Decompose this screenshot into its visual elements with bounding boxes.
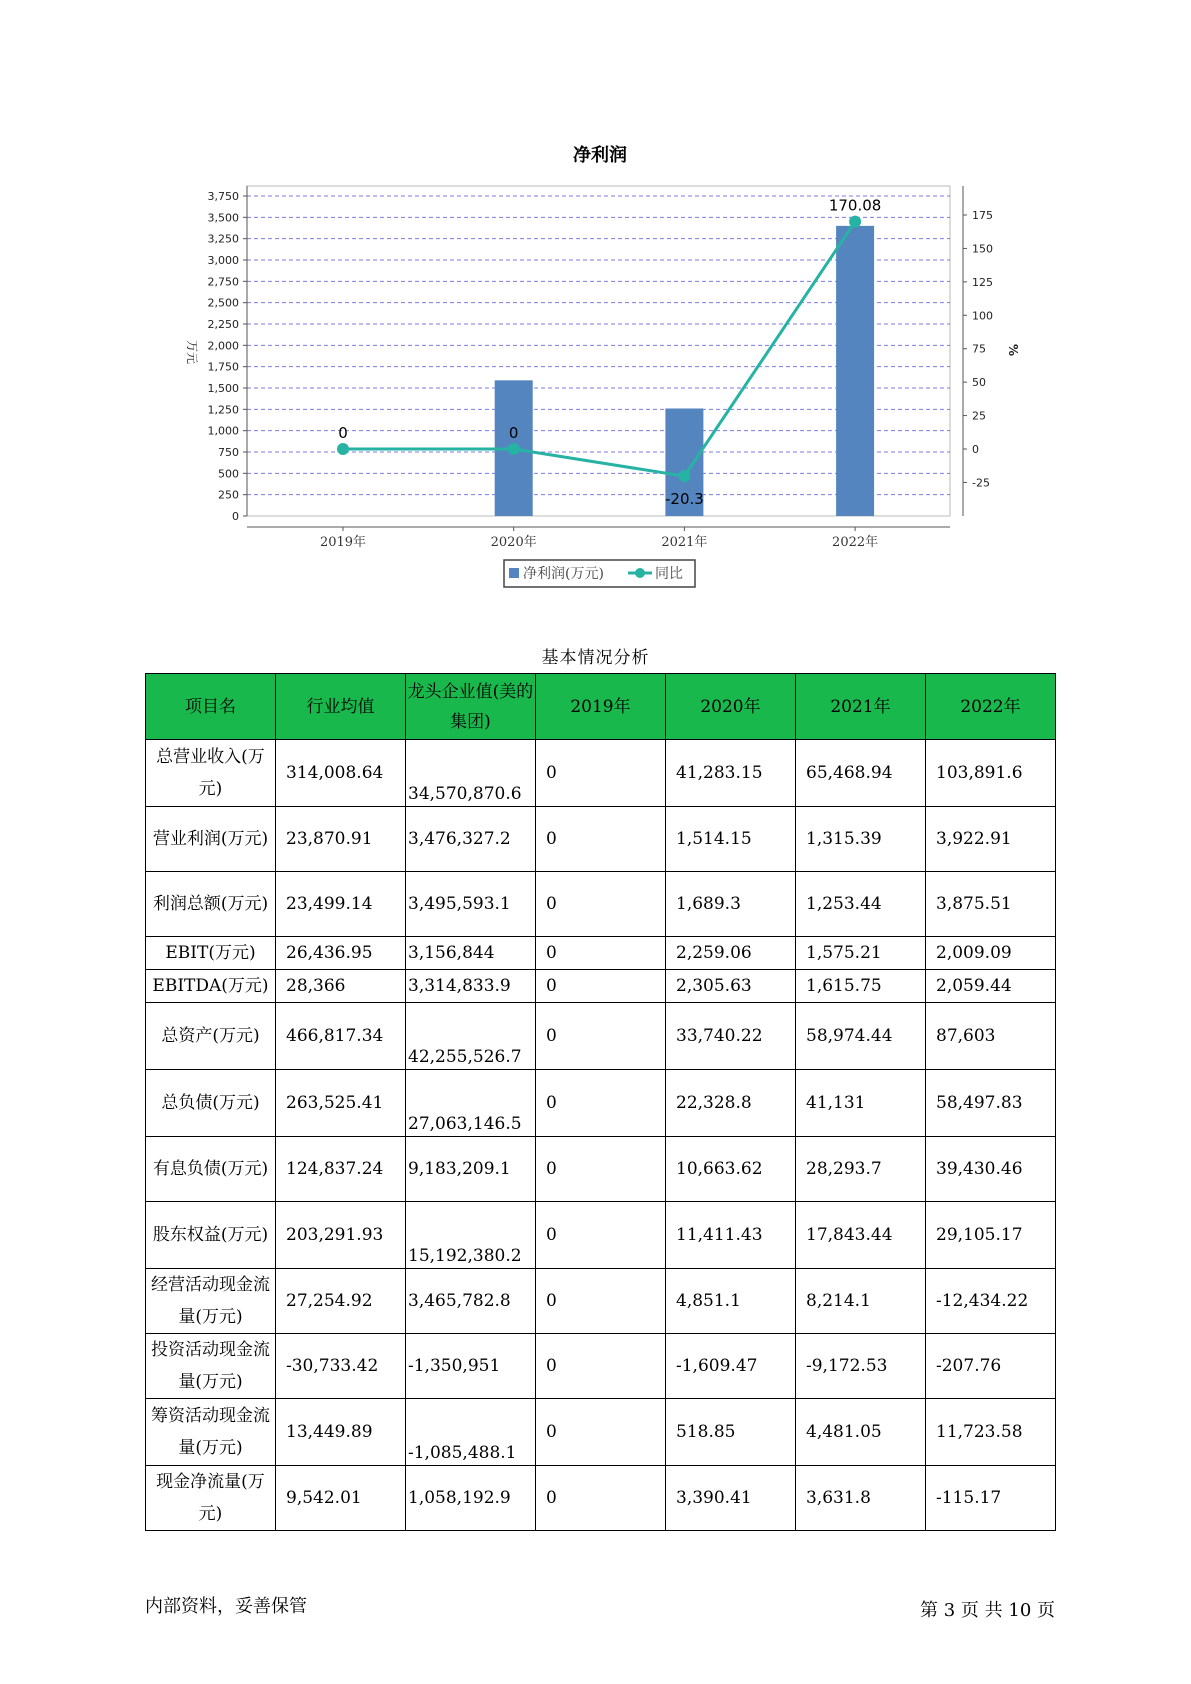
cell-leader-value: 15,192,380.2 xyxy=(406,1202,536,1269)
legend-label-net-profit: 净利润(万元) xyxy=(523,566,604,582)
row-label: 筹资活动现金流量(万元) xyxy=(146,1399,276,1466)
left-tick-label: 1,500 xyxy=(207,382,239,395)
cell-avg: 13,449.89 xyxy=(276,1399,406,1466)
right-tick-label: 50 xyxy=(972,376,986,390)
cell-y2021: 3,631.8 xyxy=(796,1466,926,1531)
header-industry-avg: 行业均值 xyxy=(276,674,406,740)
chart-title: 净利润 xyxy=(573,145,627,166)
row-label: 总资产(万元) xyxy=(146,1003,276,1070)
cell-y2021: 8,214.1 xyxy=(796,1269,926,1334)
cell-leader-value: 1,058,192.9 xyxy=(406,1466,536,1531)
row-label: 股东权益(万元) xyxy=(146,1202,276,1269)
cell-leader-value: 3,465,782.8 xyxy=(406,1269,536,1334)
cell-y2021: 1,615.75 xyxy=(796,970,926,1003)
cell-y2022: 2,009.09 xyxy=(926,937,1056,970)
cell-y2022: 87,603 xyxy=(926,1003,1056,1070)
right-tick-label: 125 xyxy=(972,275,993,289)
table-row xyxy=(146,1003,1056,1070)
cell-y2022: 2,059.44 xyxy=(926,970,1056,1003)
cell-y2020: 11,411.43 xyxy=(666,1202,796,1269)
cell-y2020: -1,609.47 xyxy=(666,1334,796,1399)
table-row xyxy=(146,1202,1056,1269)
cell-leader-value: -1,085,488.1 xyxy=(406,1399,536,1466)
cell-avg: 28,366 xyxy=(276,970,406,1003)
left-tick-label: 750 xyxy=(218,446,239,459)
cell-y2020: 10,663.62 xyxy=(666,1137,796,1202)
cell-y2019: 0 xyxy=(536,1137,666,1202)
left-tick-label: 2,000 xyxy=(207,339,239,353)
cell-y2021: 1,253.44 xyxy=(796,872,926,937)
cell-avg: 263,525.41 xyxy=(276,1070,406,1137)
left-tick-label: 3,500 xyxy=(207,211,239,225)
cell-y2020: 41,283.15 xyxy=(666,740,796,807)
cell-y2022: -207.76 xyxy=(926,1334,1056,1399)
left-tick-label: 3,750 xyxy=(207,190,239,203)
cell-leader-value: 3,156,844 xyxy=(406,937,536,970)
cell-avg: 26,436.95 xyxy=(276,937,406,970)
left-tick-label: 1,250 xyxy=(207,403,239,417)
header-leader-value: 龙头企业值(美的集团) xyxy=(406,674,536,740)
cell-y2021: 41,131 xyxy=(796,1070,926,1137)
cell-y2019: 0 xyxy=(536,970,666,1003)
net-profit-chart xyxy=(0,0,1191,600)
table-row xyxy=(146,937,1056,970)
cell-avg: -30,733.42 xyxy=(276,1334,406,1399)
yoy-data-label: 170.08 xyxy=(828,196,882,215)
chart-svg xyxy=(0,0,1191,600)
cell-y2020: 1,689.3 xyxy=(666,872,796,937)
cell-y2019: 0 xyxy=(536,807,666,872)
cell-leader-value: 27,063,146.5 xyxy=(406,1070,536,1137)
left-tick-label: 3,250 xyxy=(207,232,239,246)
row-label: 利润总额(万元) xyxy=(146,872,276,937)
legend-line-marker xyxy=(635,568,645,578)
header-2022: 2022年 xyxy=(926,674,1056,740)
cell-y2021: 58,974.44 xyxy=(796,1003,926,1070)
x-tick-label: 2020年 xyxy=(490,535,537,550)
cell-y2019: 0 xyxy=(536,1334,666,1399)
row-label: 投资活动现金流量(万元) xyxy=(146,1334,276,1399)
yoy-data-label: 0 xyxy=(508,424,519,442)
table-row xyxy=(146,1334,1056,1399)
legend-bar-swatch xyxy=(509,568,519,578)
cell-avg: 466,817.34 xyxy=(276,1003,406,1070)
cell-leader-value: 3,495,593.1 xyxy=(406,872,536,937)
right-tick-label: 25 xyxy=(972,409,986,423)
cell-y2019: 0 xyxy=(536,740,666,807)
table-row xyxy=(146,807,1056,872)
cell-leader-value: 9,183,209.1 xyxy=(406,1137,536,1202)
cell-y2019: 0 xyxy=(536,1202,666,1269)
x-tick-label: 2022年 xyxy=(832,535,879,550)
right-tick-label: 150 xyxy=(972,242,993,256)
yoy-point-2019年 xyxy=(337,443,349,455)
yoy-point-2021年 xyxy=(678,470,690,482)
right-tick-label: 75 xyxy=(972,342,986,356)
x-tick-label: 2019年 xyxy=(319,535,367,550)
cell-y2019: 0 xyxy=(536,872,666,937)
header-2019: 2019年 xyxy=(536,674,666,740)
cell-y2020: 33,740.22 xyxy=(666,1003,796,1070)
cell-y2022: 29,105.17 xyxy=(926,1202,1056,1269)
cell-y2020: 3,390.41 xyxy=(666,1466,796,1531)
cell-y2022: 11,723.58 xyxy=(926,1399,1056,1466)
header-item-name: 项目名 xyxy=(146,674,276,740)
bar-2022年 xyxy=(836,226,874,516)
table-row xyxy=(146,1269,1056,1334)
right-tick-label: -25 xyxy=(972,476,990,490)
yoy-data-label: 0 xyxy=(338,424,348,442)
cell-leader-value: 34,570,870.6 xyxy=(406,740,536,807)
cell-y2022: 39,430.46 xyxy=(926,1137,1056,1202)
table-header-row xyxy=(146,674,1056,740)
cell-leader-value: 42,255,526.7 xyxy=(406,1003,536,1070)
legend-label-yoy: 同比 xyxy=(655,566,683,582)
table-row xyxy=(146,740,1056,807)
cell-leader-value: -1,350,951 xyxy=(406,1334,536,1399)
cell-y2021: 17,843.44 xyxy=(796,1202,926,1269)
left-tick-label: 1,750 xyxy=(207,360,239,374)
row-label: 总负债(万元) xyxy=(146,1070,276,1137)
right-axis-unit: % xyxy=(1006,343,1020,357)
right-tick-label: 100 xyxy=(972,309,993,323)
right-tick-label: 175 xyxy=(972,209,993,222)
cell-y2019: 0 xyxy=(536,1070,666,1137)
cell-y2019: 0 xyxy=(536,1399,666,1466)
header-2021: 2021年 xyxy=(796,674,926,740)
cell-y2020: 4,851.1 xyxy=(666,1269,796,1334)
left-tick-label: 1,000 xyxy=(207,424,239,438)
cell-y2021: 1,315.39 xyxy=(796,807,926,872)
left-tick-label: 0 xyxy=(232,510,239,523)
yoy-data-label: -20.3 xyxy=(664,490,704,509)
cell-y2022: -12,434.22 xyxy=(926,1269,1056,1334)
left-tick-label: 250 xyxy=(218,488,239,502)
cell-avg: 27,254.92 xyxy=(276,1269,406,1334)
left-tick-label: 2,750 xyxy=(207,275,239,289)
cell-y2019: 0 xyxy=(536,1003,666,1070)
cell-y2021: 4,481.05 xyxy=(796,1399,926,1466)
cell-y2020: 22,328.8 xyxy=(666,1070,796,1137)
page-number: 第 3 页 共 10 页 xyxy=(920,1600,1055,1621)
cell-avg: 23,499.14 xyxy=(276,872,406,937)
row-label: EBITDA(万元) xyxy=(146,970,276,1003)
cell-y2019: 0 xyxy=(536,1466,666,1531)
row-label: 有息负债(万元) xyxy=(146,1137,276,1202)
row-label: 总营业收入(万元) xyxy=(146,740,276,807)
cell-y2021: 1,575.21 xyxy=(796,937,926,970)
cell-y2019: 0 xyxy=(536,937,666,970)
table-row xyxy=(146,1466,1056,1531)
cell-avg: 23,870.91 xyxy=(276,807,406,872)
cell-y2022: 58,497.83 xyxy=(926,1070,1056,1137)
row-label: 营业利润(万元) xyxy=(146,807,276,872)
left-tick-label: 500 xyxy=(218,467,239,481)
x-tick-label: 2021年 xyxy=(661,535,708,550)
cell-avg: 314,008.64 xyxy=(276,740,406,807)
header-2020: 2020年 xyxy=(666,674,796,740)
table-row xyxy=(146,1137,1056,1202)
table-title: 基本情况分析 xyxy=(541,648,650,668)
cell-y2022: 3,875.51 xyxy=(926,872,1056,937)
row-label: EBIT(万元) xyxy=(146,937,276,970)
cell-y2019: 0 xyxy=(536,1269,666,1334)
left-tick-label: 2,500 xyxy=(207,296,239,310)
row-label: 现金净流量(万元) xyxy=(146,1466,276,1531)
cell-avg: 124,837.24 xyxy=(276,1137,406,1202)
left-axis-unit: 万元 xyxy=(185,339,199,365)
cell-y2021: 65,468.94 xyxy=(796,740,926,807)
right-tick-label: 0 xyxy=(972,443,979,456)
yoy-point-2022年 xyxy=(849,216,861,228)
cell-leader-value: 3,314,833.9 xyxy=(406,970,536,1003)
cell-avg: 9,542.01 xyxy=(276,1466,406,1531)
cell-avg: 203,291.93 xyxy=(276,1202,406,1269)
cell-y2022: 3,922.91 xyxy=(926,807,1056,872)
table-row xyxy=(146,872,1056,937)
cell-leader-value: 3,476,327.2 xyxy=(406,807,536,872)
left-tick-label: 3,000 xyxy=(207,254,239,267)
basic-analysis-table xyxy=(145,673,1056,1531)
yoy-point-2020年 xyxy=(508,443,520,455)
cell-y2022: -115.17 xyxy=(926,1466,1056,1531)
cell-y2020: 1,514.15 xyxy=(666,807,796,872)
cell-y2020: 2,259.06 xyxy=(666,937,796,970)
cell-y2020: 518.85 xyxy=(666,1399,796,1466)
table-row xyxy=(146,1399,1056,1466)
cell-y2021: 28,293.7 xyxy=(796,1137,926,1202)
cell-y2022: 103,891.6 xyxy=(926,740,1056,807)
confidential-note: 内部资料，妥善保管 xyxy=(145,1596,307,1617)
left-tick-label: 2,250 xyxy=(207,318,239,331)
table-row xyxy=(146,1070,1056,1137)
row-label: 经营活动现金流量(万元) xyxy=(146,1269,276,1334)
cell-y2021: -9,172.53 xyxy=(796,1334,926,1399)
cell-y2020: 2,305.63 xyxy=(666,970,796,1003)
table-row xyxy=(146,970,1056,1003)
